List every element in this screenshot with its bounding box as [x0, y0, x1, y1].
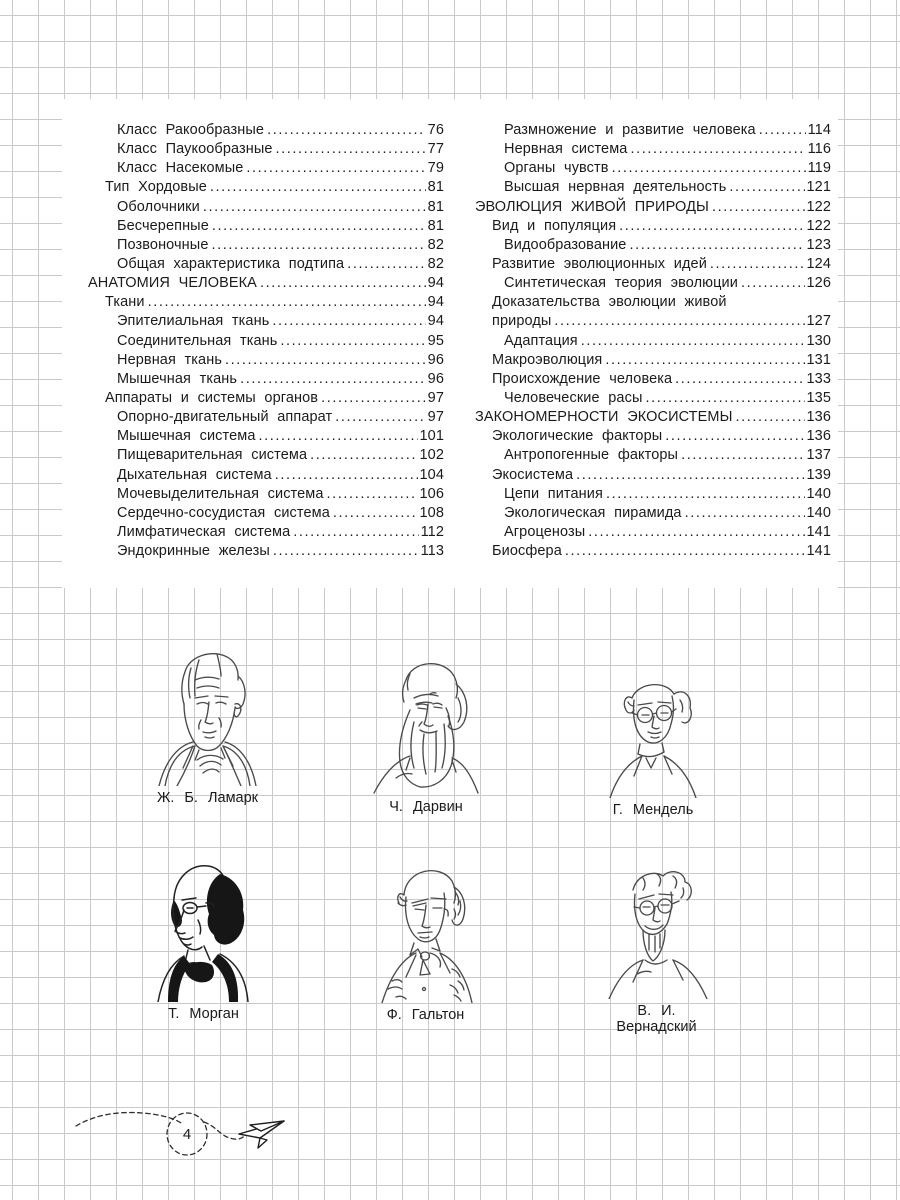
portrait-figure-vernadsky	[594, 864, 719, 1035]
toc-row	[88, 523, 444, 542]
toc-entry-label: Мышечная ткань	[117, 370, 238, 387]
toc-entry-label: Общая характеристика подтипа	[117, 255, 345, 272]
toc-row	[475, 485, 831, 504]
toc-row	[475, 351, 831, 370]
toc-row	[475, 274, 831, 293]
toc-row	[475, 523, 831, 542]
dot-leader	[260, 274, 426, 293]
toc-entry-label: Тип Хордовые	[105, 179, 207, 196]
dot-leader	[347, 255, 425, 274]
dot-leader	[335, 408, 425, 427]
dot-leader	[246, 159, 425, 178]
dot-leader	[681, 446, 804, 465]
toc-page-number: 130	[806, 332, 831, 349]
dot-leader	[280, 332, 425, 351]
toc-entry-label: Ткани	[105, 294, 145, 311]
toc-row	[475, 140, 831, 159]
toc-entry-label: Высшая нервная деятельность	[504, 179, 727, 196]
toc-page-number: 97	[427, 389, 444, 406]
dot-leader	[606, 485, 805, 504]
toc-page-number: 123	[806, 236, 831, 253]
toc-row	[475, 293, 831, 312]
toc-page-number: 94	[427, 294, 444, 311]
dot-leader	[275, 466, 418, 485]
dot-leader	[685, 504, 805, 523]
toc-entry-label: Агроценозы	[504, 523, 586, 540]
toc-row	[475, 312, 831, 331]
portrait-caption: Ч. Дарвин	[389, 799, 463, 815]
toc-row	[88, 312, 444, 331]
dot-leader	[267, 121, 426, 140]
dot-leader	[327, 485, 418, 504]
portrait-figure-mendel	[598, 668, 708, 818]
toc-page-number: 76	[427, 122, 444, 138]
toc-page-number: 96	[427, 351, 444, 368]
toc-page-number: 126	[806, 275, 831, 292]
toc-page-number: 137	[806, 447, 831, 464]
toc-page-number: 133	[806, 370, 831, 387]
toc-row	[475, 427, 831, 446]
toc-entry-label: Экологическая пирамида	[504, 504, 682, 521]
dot-leader	[272, 312, 425, 331]
toc-page-number: 104	[419, 466, 444, 483]
toc-page-number: 124	[806, 255, 831, 272]
toc-row	[88, 293, 444, 312]
toc-row	[475, 121, 831, 140]
toc-entry-label: Эндокринные железы	[117, 543, 270, 560]
toc-page-number: 94	[427, 275, 444, 292]
toc-row	[88, 351, 444, 370]
toc-row	[88, 332, 444, 351]
toc-entry-label: Синтетическая теория эволюции	[504, 275, 738, 292]
toc-page-number: 81	[427, 198, 444, 215]
toc-entry-label: Соединительная ткань	[117, 332, 278, 349]
toc-entry-label: Лимфатическая система	[117, 523, 291, 540]
toc-page-number: 96	[427, 370, 444, 387]
toc-entry-label: Адаптация	[504, 332, 578, 349]
toc-page-number: 108	[419, 504, 444, 521]
toc-entry-label: Бесчерепные	[117, 217, 209, 234]
toc-entry-label: Экосистема	[492, 466, 574, 483]
dot-leader	[729, 178, 804, 197]
dot-leader	[240, 370, 426, 389]
toc-row	[88, 427, 444, 446]
dot-leader	[741, 274, 805, 293]
toc-page-number: 119	[807, 160, 831, 177]
toc-page-number: 140	[806, 504, 831, 521]
toc-entry-label: Экологические факторы	[492, 428, 663, 445]
toc-row	[88, 121, 444, 140]
toc-entry-label: Сердечно-сосудистая система	[117, 504, 330, 521]
dot-leader	[273, 542, 419, 561]
toc-entry-label: Мочевыделительная система	[117, 485, 324, 502]
toc-column-left	[88, 121, 444, 561]
portrait-figure-lamarck	[150, 646, 265, 806]
vernadsky-portrait-sketch	[597, 864, 717, 999]
toc-page-number: 101	[419, 428, 444, 445]
portrait-caption: Г. Мендель	[612, 802, 694, 818]
toc-entry-label: Человеческие расы	[504, 389, 643, 406]
toc-entry-label: Нервная система	[504, 141, 628, 158]
toc-panel	[62, 99, 838, 588]
dot-leader	[211, 236, 425, 255]
portrait-figure-morgan	[146, 850, 261, 1022]
toc-row	[88, 159, 444, 178]
toc-page-number: 121	[806, 179, 831, 196]
toc-page-number: 106	[419, 485, 444, 502]
toc-entry-label: Мышечная система	[117, 428, 256, 445]
toc-row	[88, 198, 444, 217]
toc-entry-label: Цепи питания	[504, 485, 603, 502]
toc-page-number: 140	[806, 485, 831, 502]
toc-entry-label: Биосфера	[492, 543, 562, 560]
dot-leader	[665, 427, 804, 446]
toc-row	[475, 255, 831, 274]
toc-row	[475, 198, 831, 217]
toc-row	[475, 446, 831, 465]
toc-entry-label: Класс Насекомые	[117, 160, 244, 177]
toc-entry-label: Антропогенные факторы	[504, 447, 679, 464]
toc-entry-label: Нервная ткань	[117, 351, 222, 368]
toc-row	[88, 255, 444, 274]
toc-entry-label: Пищеварительная система	[117, 447, 308, 464]
toc-entry-label: Макроэволюция	[492, 351, 603, 368]
dot-leader	[203, 198, 426, 217]
toc-row	[88, 217, 444, 236]
toc-column-right	[475, 121, 831, 561]
toc-page-number: 94	[427, 313, 444, 330]
toc-row	[475, 217, 831, 236]
dot-leader	[310, 446, 417, 465]
toc-row	[475, 159, 831, 178]
toc-row	[88, 504, 444, 523]
toc-entry-label: Позвоночные	[117, 236, 209, 253]
dot-leader	[225, 351, 426, 370]
dot-leader	[554, 312, 804, 331]
galton-portrait-sketch	[368, 853, 483, 1003]
toc-row	[88, 389, 444, 408]
toc-entry-label: Доказательства эволюции живой	[492, 294, 727, 311]
toc-row	[88, 408, 444, 427]
toc-entry-label: Развитие эволюционных идей	[492, 255, 707, 272]
toc-page-number: 122	[806, 198, 831, 215]
dot-leader	[148, 293, 426, 312]
toc-row	[88, 140, 444, 159]
toc-entry-label: природы	[492, 313, 552, 330]
dot-leader	[645, 389, 804, 408]
toc-entry-label: Вид и популяция	[492, 217, 617, 234]
toc-row	[475, 542, 831, 561]
toc-row	[475, 504, 831, 523]
toc-page-number: 97	[427, 409, 444, 426]
toc-row	[475, 332, 831, 351]
toc-row	[475, 408, 831, 427]
toc-row	[475, 178, 831, 197]
paper-plane-icon	[239, 1121, 284, 1148]
toc-row	[88, 274, 444, 293]
dot-leader	[276, 140, 426, 159]
dot-leader	[333, 504, 418, 523]
toc-page-number: 113	[420, 543, 444, 560]
toc-page-number: 114	[807, 122, 831, 138]
toc-row	[475, 389, 831, 408]
toc-entry-label: Опорно-двигательный аппарат	[117, 409, 333, 426]
toc-row	[88, 485, 444, 504]
dot-leader	[259, 427, 418, 446]
toc-page-number: 77	[427, 141, 444, 158]
toc-row	[88, 236, 444, 255]
toc-page-number: 112	[420, 523, 444, 540]
dot-leader	[612, 159, 806, 178]
lamarck-portrait-sketch	[155, 646, 260, 786]
toc-row	[88, 446, 444, 465]
toc-entry-label: Класс Ракообразные	[117, 122, 265, 138]
toc-entry-label: Дыхательная система	[117, 466, 272, 483]
toc-row	[475, 466, 831, 485]
dot-leader	[675, 370, 804, 389]
dot-leader	[759, 121, 806, 140]
dot-leader	[588, 523, 804, 542]
toc-entry-label: Оболочники	[117, 198, 200, 215]
toc-row	[475, 236, 831, 255]
toc-page-number: 102	[419, 447, 444, 464]
toc-page-number: 95	[427, 332, 444, 349]
toc-page-number: 81	[427, 217, 444, 234]
toc-page-number: 82	[427, 255, 444, 272]
mendel-portrait-sketch	[598, 668, 708, 798]
flight-path-doodle	[204, 1122, 246, 1139]
toc-row	[88, 542, 444, 561]
toc-page-number: 81	[427, 179, 444, 196]
dot-leader	[619, 217, 804, 236]
page-number: 4	[182, 1126, 192, 1143]
dot-leader	[210, 178, 426, 197]
toc-entry-label: Происхождение человека	[492, 370, 673, 387]
dot-leader	[605, 351, 804, 370]
dot-leader	[321, 389, 426, 408]
toc-page-number: 79	[427, 160, 444, 177]
portrait-caption: Ж. Б. Ламарк	[156, 790, 259, 806]
toc-row	[88, 370, 444, 389]
dot-leader	[576, 466, 804, 485]
dot-leader	[710, 255, 805, 274]
portrait-caption: В. И. Вернадский	[616, 1003, 697, 1035]
morgan-portrait-sketch	[146, 850, 261, 1002]
dot-leader	[565, 542, 805, 561]
toc-page-number: 135	[806, 389, 831, 406]
dot-leader	[581, 332, 805, 351]
toc-page-number: 139	[806, 466, 831, 483]
toc-entry-label: Эпителиальная ткань	[117, 313, 270, 330]
dot-leader	[629, 236, 804, 255]
toc-entry-label: ЭВОЛЮЦИЯ ЖИВОЙ ПРИРОДЫ	[475, 198, 709, 215]
dot-leader	[630, 140, 805, 159]
toc-page-number: 136	[806, 409, 831, 426]
dot-leader	[712, 198, 805, 217]
toc-row	[88, 178, 444, 197]
toc-page-number: 116	[807, 141, 831, 158]
toc-page-number: 141	[806, 543, 831, 560]
toc-entry-label: ЗАКОНОМЕРНОСТИ ЭКОСИСТЕМЫ	[475, 409, 733, 426]
toc-row	[88, 466, 444, 485]
toc-entry-label: Органы чувств	[504, 160, 609, 177]
dot-leader	[293, 523, 418, 542]
toc-entry-label: Класс Паукообразные	[117, 141, 273, 158]
toc-entry-label: Видообразование	[504, 236, 627, 253]
dot-leader	[736, 408, 805, 427]
portrait-figure-galton	[368, 853, 483, 1023]
toc-page-number: 122	[806, 217, 831, 234]
toc-page-number: 82	[427, 236, 444, 253]
dot-leader	[212, 217, 426, 236]
toc-page-number: 136	[806, 428, 831, 445]
portrait-figure-darwin	[366, 650, 486, 815]
darwin-portrait-sketch	[366, 650, 486, 795]
toc-row	[475, 370, 831, 389]
toc-page-number: 131	[806, 351, 831, 368]
toc-entry-label: АНАТОМИЯ ЧЕЛОВЕКА	[88, 275, 257, 292]
toc-entry-label: Размножение и развитие человека	[504, 122, 756, 138]
toc-entry-label: Аппараты и системы органов	[105, 389, 319, 406]
page-footer	[58, 1103, 308, 1165]
flight-path-doodle	[76, 1113, 181, 1126]
toc-page-number: 141	[806, 523, 831, 540]
portrait-caption: Т. Морган	[168, 1006, 239, 1022]
portrait-caption: Ф. Гальтон	[386, 1007, 465, 1023]
toc-page-number: 127	[806, 313, 831, 330]
